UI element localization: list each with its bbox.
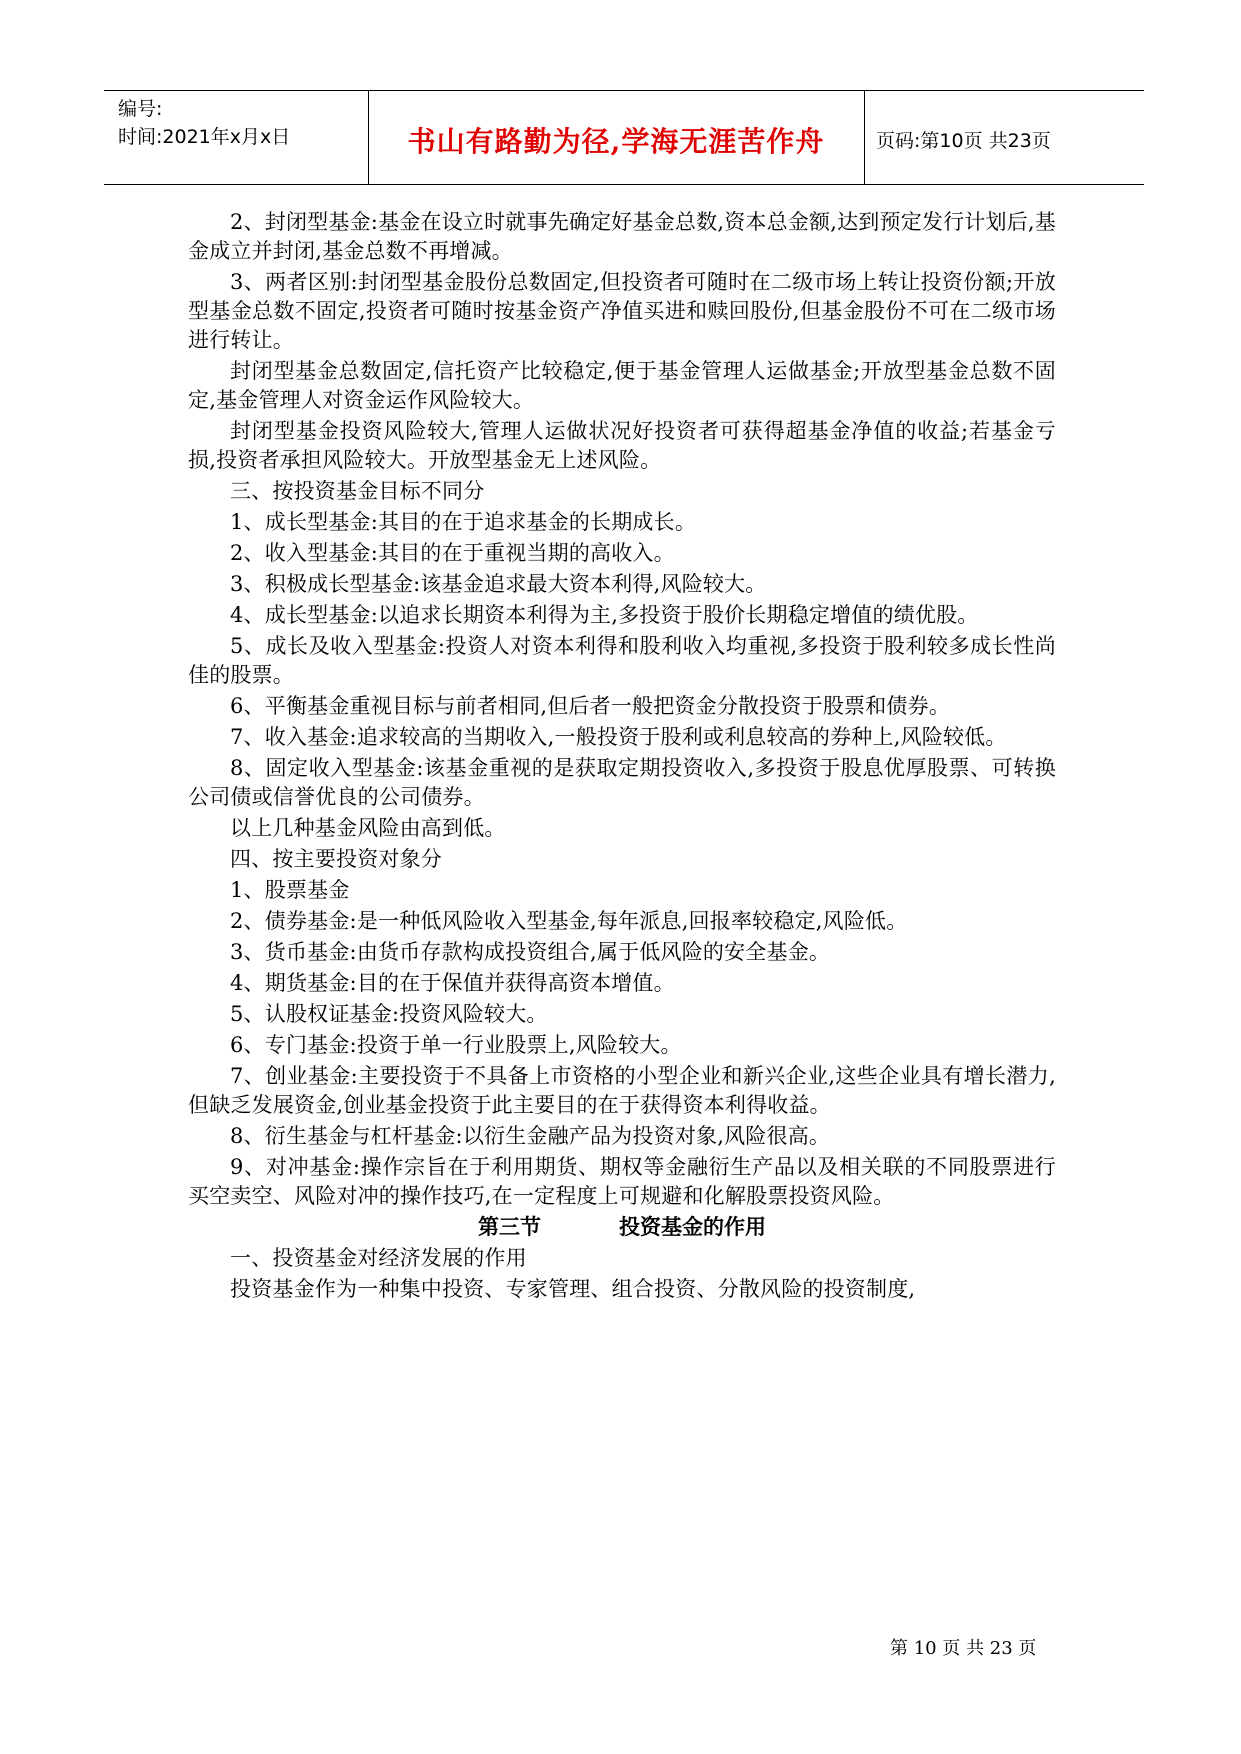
subheading: 三、按投资基金目标不同分 <box>230 479 485 503</box>
list-item: 8、固定收入型基金:该基金重视的是获取定期投资收入,多投资于股息优厚股票、可转换公司债或信誉优良的公司债券。 <box>188 756 1056 809</box>
list-item: 5、认股权证基金:投资风险较大。 <box>230 1002 548 1026</box>
list-item: 2、债券基金:是一种低风险收入型基金,每年派息,回报率较稳定,风险低。 <box>230 909 908 933</box>
paragraph: 2、封闭型基金:基金在设立时就事先确定好基金总数,资本总金额,达到预定发行计划后,基金成立并封闭,基金总数不再增减。 <box>188 210 1056 263</box>
document-number-label: 编号: <box>118 98 163 120</box>
paragraph: 以上几种基金风险由高到低。 <box>230 816 506 840</box>
list-item: 1、股票基金 <box>230 878 350 902</box>
list-item: 3、货币基金:由货币存款构成投资组合,属于低风险的安全基金。 <box>230 940 831 964</box>
section-title: 投资基金的作用 <box>619 1215 766 1239</box>
subheading: 四、按主要投资对象分 <box>230 847 442 871</box>
list-item: 8、衍生基金与杠杆基金:以衍生金融产品为投资对象,风险很高。 <box>230 1124 831 1148</box>
subheading: 一、投资基金对经济发展的作用 <box>230 1246 527 1270</box>
document-body <box>188 208 1056 1306</box>
section-heading <box>188 1213 1056 1242</box>
list-item: 1、成长型基金:其目的在于追求基金的长期成长。 <box>230 510 697 534</box>
list-item: 6、专门基金:投资于单一行业股票上,风险较大。 <box>230 1033 682 1057</box>
list-item: 2、收入型基金:其目的在于重视当期的高收入。 <box>230 541 675 565</box>
list-item: 9、对冲基金:操作宗旨在于利用期货、期权等金融衍生产品以及相关联的不同股票进行买空卖空、风险对冲的操作技巧,在一定程度上可规避和化解股票投资风险。 <box>188 1155 1056 1208</box>
header-motto-cell <box>368 91 865 184</box>
page-footer: 第 10 页 共 23 页 <box>890 1638 1037 1659</box>
paragraph: 封闭型基金投资风险较大,管理人运做状况好投资者可获得超基金净值的收益;若基金亏损,投资者承担风险较大。开放型基金无上述风险。 <box>188 419 1056 472</box>
list-item: 7、创业基金:主要投资于不具备上市资格的小型企业和新兴企业,这些企业具有增长潜力,但缺乏发展资金,创业基金投资于此主要目的在于获得资本利得收益。 <box>188 1064 1056 1117</box>
list-item: 4、成长型基金:以追求长期资本利得为主,多投资于股价长期稳定增值的绩优股。 <box>230 603 979 627</box>
header-page-cell <box>864 91 1144 184</box>
list-item: 7、收入基金:追求较高的当期收入,一般投资于股利或利息较高的券种上,风险较低。 <box>230 725 1007 749</box>
header-page-info: 页码:第10页 共23页 <box>876 130 1051 152</box>
list-item: 5、成长及收入型基金:投资人对资本利得和股利收入均重视,多投资于股利较多成长性尚佳的股票。 <box>188 634 1056 687</box>
list-item: 6、平衡基金重视目标与前者相同,但后者一般把资金分散投资于股票和债券。 <box>230 694 951 718</box>
page-header <box>104 90 1144 185</box>
header-motto: 书山有路勤为径,学海无涯苦作舟 <box>407 125 825 158</box>
paragraph: 3、两者区别:封闭型基金股份总数固定,但投资者可随时在二级市场上转让投资份额;开放型基金总数不固定,投资者可随时按基金资产净值买进和赎回股份,但基金股份不可在二级市场进行转让。 <box>188 270 1056 352</box>
section-number: 第三节 <box>478 1215 541 1239</box>
paragraph: 投资基金作为一种集中投资、专家管理、组合投资、分散风险的投资制度, <box>230 1277 916 1301</box>
list-item: 4、期货基金:目的在于保值并获得高资本增值。 <box>230 971 675 995</box>
document-time-label: 时间:2021年x月x日 <box>118 126 291 148</box>
paragraph: 封闭型基金总数固定,信托资产比较稳定,便于基金管理人运做基金;开放型基金总数不固定,基金管理人对资金运作风险较大。 <box>188 359 1056 412</box>
header-meta <box>104 91 369 184</box>
list-item: 3、积极成长型基金:该基金追求最大资本利得,风险较大。 <box>230 572 767 596</box>
